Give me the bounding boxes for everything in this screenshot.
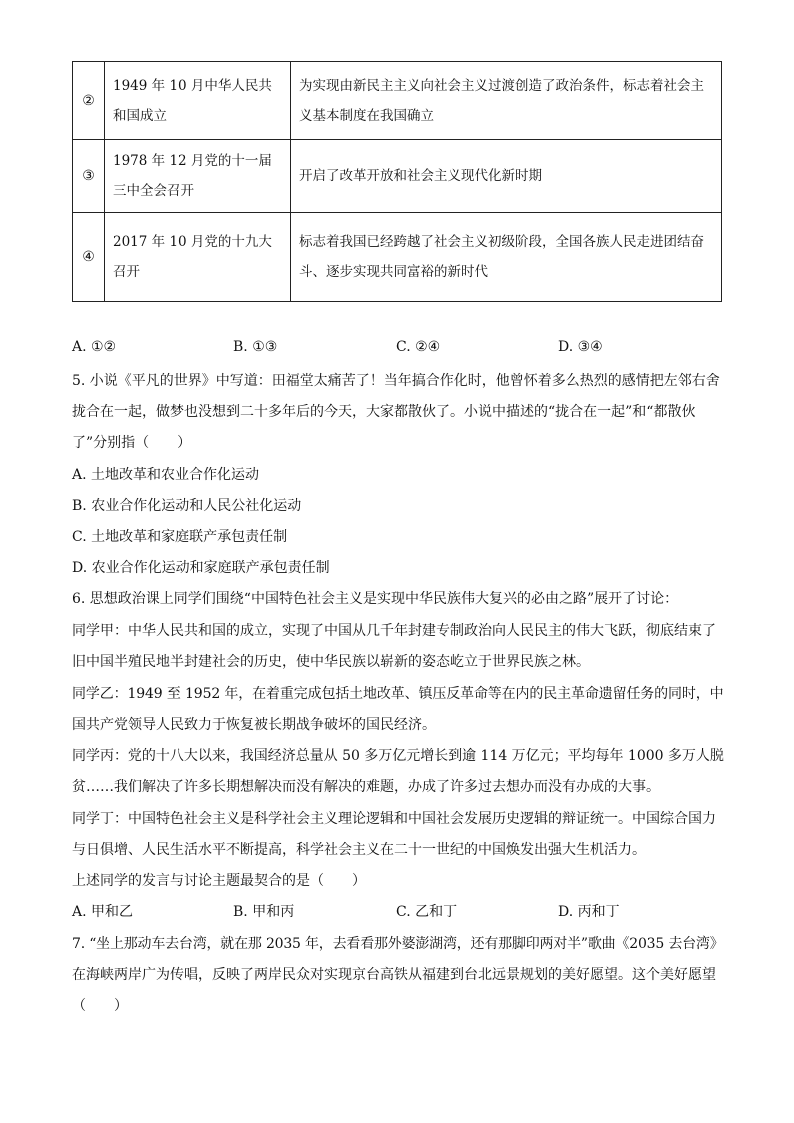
q6-statement-line: 同学乙：1949 至 1952 年，在着重完成包括土地改革、镇压反革命等在内的民主革命遗留任务的同时，中: [72, 686, 724, 702]
q6-option-a[interactable]: A. 甲和乙: [72, 904, 134, 920]
event-cell: [105, 213, 291, 302]
event-line: 2017 年 10 月党的十九大: [113, 234, 272, 250]
q6-option-d[interactable]: D. 丙和丁: [558, 904, 620, 920]
historical-events-table: [72, 61, 722, 302]
q4-option-b[interactable]: B. ①③: [233, 339, 278, 355]
q4-option-a[interactable]: A. ①②: [72, 339, 117, 355]
q6-question-line: 上述同学的发言与讨论主题最契合的是（ ）: [72, 873, 366, 889]
event-line: 三中全会召开: [113, 183, 194, 199]
event-line: 和国成立: [113, 107, 167, 124]
row-number: ②: [73, 62, 105, 140]
q6-statement-line: 与日俱增、人民生活水平不断提高，科学社会主义在二十一世纪的中国焕发出强大生机活力。: [72, 842, 646, 858]
q5-option-b[interactable]: B. 农业合作化运动和人民公社化运动: [72, 498, 302, 514]
significance-line: 义基本制度在我国确立: [299, 107, 434, 124]
event-line: 召开: [113, 264, 140, 280]
q4-option-d[interactable]: D. ③④: [558, 339, 603, 355]
significance-cell: [291, 213, 722, 302]
q6-statement-line: 贫……我们解决了许多长期想解决而没有解决的难题，办成了许多过去想办而没有办成的大事。: [72, 779, 660, 795]
significance-line: 斗、逐步实现共同富裕的新时代: [299, 264, 488, 280]
significance-cell: [291, 140, 722, 213]
q7-stem-line: （ ）: [72, 998, 128, 1014]
q6-statement-line: 国共产党领导人民致力于恢复被长期战争破坏的国民经济。: [72, 717, 436, 733]
q5-option-c[interactable]: C. 土地改革和家庭联产承包责任制: [72, 529, 288, 545]
significance-cell: [291, 62, 722, 140]
q5-stem-line: 5. 小说《平凡的世界》中写道：田福堂太痛苦了！当年搞合作化时，他曾怀着多么热烈的感情把左邻右舍: [72, 373, 720, 389]
significance-line: 标志着我国已经跨越了社会主义初级阶段，全国各族人民走进团结奋: [299, 234, 704, 250]
q6-stem-line: 6. 思想政治课上同学们围绕“中国特色社会主义是实现中华民族伟大复兴的必由之路”展开了讨论：: [72, 591, 679, 607]
q6-statement-line: 同学丁：中国特色社会主义是科学社会主义理论逻辑和中国社会发展历史逻辑的辩证统一。中国综合国力: [72, 811, 716, 827]
q6-option-c[interactable]: C. 乙和丁: [396, 904, 458, 920]
significance-line: 为实现由新民主主义向社会主义过渡创造了政治条件，标志着社会主: [299, 77, 704, 94]
event-line: 1949 年 10 月中华人民共: [113, 77, 272, 94]
significance-line: 开启了改革开放和社会主义现代化新时期: [299, 168, 542, 184]
q4-option-c[interactable]: C. ②④: [396, 339, 441, 355]
q5-option-d[interactable]: D. 农业合作化运动和家庭联产承包责任制: [72, 560, 330, 576]
event-line: 1978 年 12 月党的十一届: [113, 153, 272, 169]
table-row: [73, 62, 722, 140]
q5-stem-line: 了”分别指（ ）: [72, 435, 192, 451]
q6-statement-line: 同学丙：党的十八大以来，我国经济总量从 50 多万亿元增长到逾 114 万亿元；平均每年 1000 多万人脱: [72, 748, 724, 764]
q6-statement-line: 旧中国半殖民地半封建社会的历史，使中华民族以崭新的姿态屹立于世界民族之林。: [72, 654, 590, 670]
table-row: [73, 140, 722, 213]
event-cell: [105, 62, 291, 140]
q6-statement-line: 同学甲：中华人民共和国的成立，实现了中国从几千年封建专制政治向人民民主的伟大飞跃，彻底结束了: [72, 623, 716, 639]
q6-option-b[interactable]: B. 甲和丙: [233, 904, 295, 920]
q5-stem-line: 拢合在一起，做梦也没想到二十多年后的今天，大家都散伙了。小说中描述的“拢合在一起”和“都散伙: [72, 404, 696, 420]
row-number: ④: [73, 213, 105, 302]
q5-option-a[interactable]: A. 土地改革和农业合作化运动: [72, 467, 260, 483]
q7-stem-line: 在海峡两岸广为传唱，反映了两岸民众对实现京台高铁从福建到台北远景规划的美好愿望。这个美好愿望: [72, 967, 716, 983]
q7-stem-line: 7. “坐上那动车去台湾，就在那 2035 年，去看看那外婆澎湖湾，还有那脚印两对半”歌曲《2035 去台湾》: [72, 936, 724, 952]
row-number: ③: [73, 140, 105, 213]
table-row: [73, 213, 722, 302]
event-cell: [105, 140, 291, 213]
